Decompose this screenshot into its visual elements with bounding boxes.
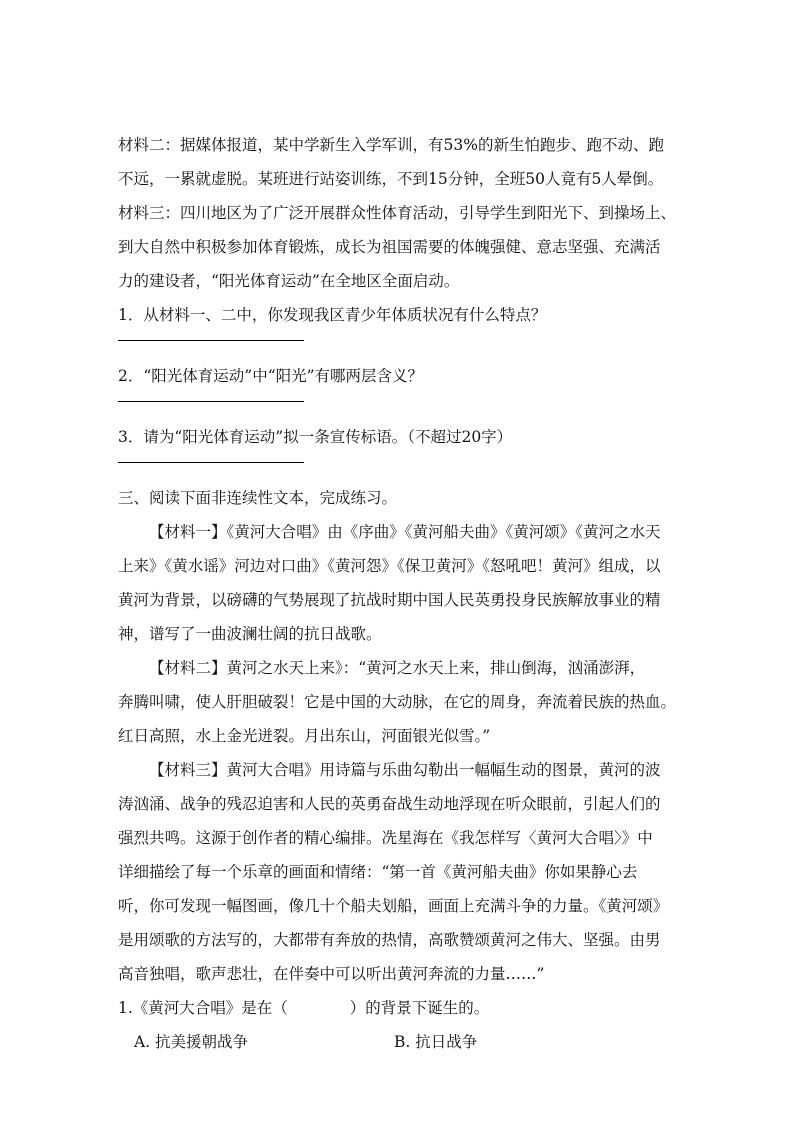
material-1-line: 黄河为背景，以磅礴的气势展现了抗战时期中国人民英勇投身民族解放事业的精 bbox=[118, 591, 661, 609]
material-3-line: 高音独唱，歌声悲壮，在伴奏中可以听出黄河奔流的力量……” bbox=[118, 965, 545, 983]
text-line: 力的建设者，“阳光体育运动”在全地区全面启动。 bbox=[118, 272, 460, 290]
option-b: B. 抗日战争 bbox=[394, 1033, 478, 1051]
question-2: 2．“阳光体育运动”中“阳光”有哪两层含义？ bbox=[118, 367, 424, 385]
document-page bbox=[118, 128, 688, 1059]
answer-line-2 bbox=[118, 401, 304, 402]
material-3-line: 听，你可发现一幅图画，像几十个船夫划船，画面上充满斗争的力量。《黄河颂》 bbox=[118, 897, 669, 915]
text-line: 材料二：据媒体报道，某中学新生入学军训，有53%的新生怕跑步、跑不动、跑 bbox=[118, 136, 664, 154]
question-3: 3．请为“阳光体育运动”拟一条宣传标语。（不超过20字） bbox=[118, 428, 513, 446]
material-1-line: 上来》《黄水谣》河边对口曲》《黄河怨》《保卫黄河》《怒吼吧！黄河》组成，以 bbox=[118, 557, 661, 575]
question-1: 1．从材料一、二中，你发现我区青少年体质状况有什么特点？ bbox=[118, 306, 547, 324]
section-heading: 三、阅读下面非连续性文本，完成练习。 bbox=[118, 489, 398, 507]
text-line: 材料三：四川地区为了广泛开展群众性体育活动，引导学生到阳光下、到操场上、 bbox=[118, 204, 677, 222]
answer-options bbox=[118, 1025, 688, 1059]
question-b-1: 1.《黄河大合唱》是在（ ）的背景下诞生的。 bbox=[118, 999, 490, 1017]
material-3-line: 强烈共鸣。这源于创作者的精心编排。冼星海在《我怎样写〈黄河大合唱〉》中 bbox=[118, 829, 653, 847]
answer-line-1 bbox=[118, 340, 304, 341]
text-line: 到大自然中积极参加体育锻炼，成长为祖国需要的体魄强健、意志坚强、充满活 bbox=[118, 238, 661, 256]
material-1-line: 【材料一】《黄河大合唱》由《序曲》《黄河船夫曲》《黄河颂》《黄河之水天 bbox=[149, 523, 661, 541]
text-line: 不远，一累就虚脱。某班进行站姿训练，不到15分钟，全班50人竟有5人晕倒。 bbox=[118, 170, 664, 188]
material-3-line: 是用颂歌的方法写的，大都带有奔放的热情，高歌赞颂黄河之伟大、坚强。由男 bbox=[118, 931, 661, 949]
material-2-line: 奔腾叫啸，使人肝胆破裂！它是中国的大动脉，在它的周身，奔流着民族的热血。 bbox=[118, 693, 677, 711]
material-3-line: 涛汹涌、战争的残忍迫害和人民的英勇奋战生动地浮现在听众眼前，引起人们的 bbox=[118, 795, 661, 813]
material-3-line: 详细描绘了每一个乐章的画面和情绪：“第一首《黄河船夫曲》你如果静心去 bbox=[118, 863, 638, 881]
material-3-line: 【材料三】黄河大合唱》用诗篇与乐曲勾勒出一幅幅生动的图景，黄河的波 bbox=[149, 761, 661, 779]
material-2-line: 【材料二】黄河之水天上来》：“黄河之水天上来，排山倒海，汹涌澎湃， bbox=[149, 659, 646, 677]
option-a: A. 抗美援朝战争 bbox=[134, 1033, 249, 1051]
material-1-line: 神，谱写了一曲波澜壮阔的抗日战歌。 bbox=[118, 625, 382, 643]
material-2-line: 红日高照，水上金光迸裂。月出东山，河面银光似雪。” bbox=[118, 727, 491, 745]
answer-line-3 bbox=[118, 462, 304, 463]
